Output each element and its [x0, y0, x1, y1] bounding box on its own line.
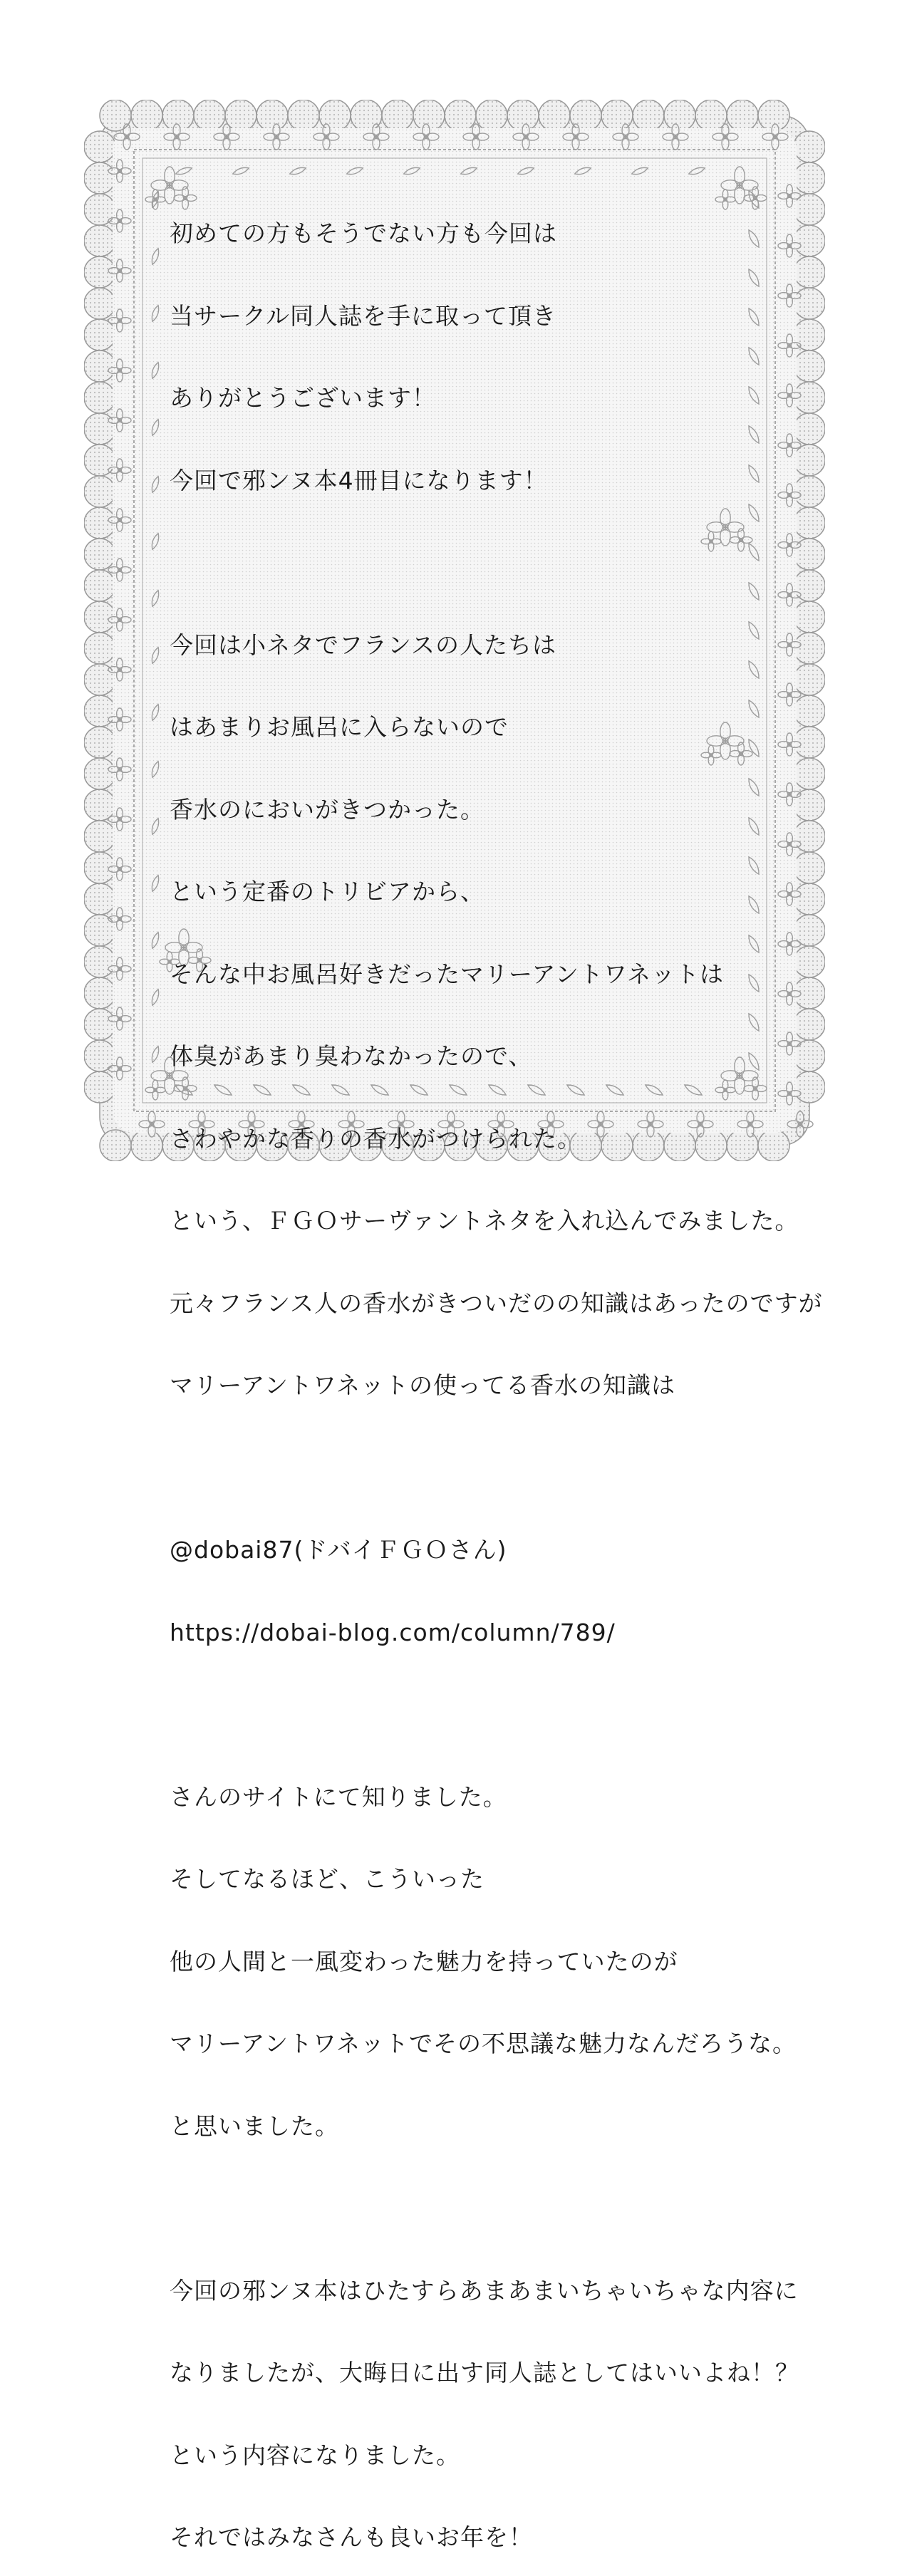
lace-scallop [84, 350, 115, 382]
lace-scallop [84, 915, 115, 946]
text-line: という定番のトリビアから、 [170, 878, 484, 905]
blank-line [170, 2195, 811, 2223]
text-line: 今回で邪ンヌ本4冊目になります！ [170, 466, 548, 494]
lace-scallop [100, 1130, 131, 1161]
lace-scallop [256, 100, 288, 131]
text-line: さわやかな香りの香水がつけられた。 [170, 1124, 581, 1153]
lace-scallop [476, 100, 507, 131]
text-line: それではみなさんも良いお年を！ [170, 2523, 533, 2551]
lace-scallop [84, 476, 115, 507]
lace-scallop [382, 100, 413, 131]
blank-line [170, 549, 811, 577]
blank-line [170, 1701, 811, 1729]
lace-scallop [100, 100, 131, 131]
lace-scallop [539, 100, 570, 131]
text-line: 体臭があまり臭わなかったので、 [170, 1042, 533, 1070]
lace-scallop [84, 539, 115, 570]
lace-scallop [664, 100, 695, 131]
text-line: ありがとうございます！ [170, 384, 436, 412]
lace-scallop [351, 100, 382, 131]
lace-scallop [445, 100, 476, 131]
lace-scallop [84, 852, 115, 883]
text-line: 初めての方もそうでない方も今回は [170, 219, 557, 247]
lace-scallop [84, 633, 115, 664]
lace-scallop [84, 570, 115, 601]
lace-scallop [84, 319, 115, 350]
text-line: 今回は小ネタでフランスの人たちは [170, 630, 557, 659]
reference-url: https://dobai-blog.com/column/789/ [170, 1618, 616, 1646]
lace-scallop [84, 789, 115, 821]
lace-scallop [84, 1071, 115, 1103]
lace-scallop [84, 727, 115, 758]
lace-scallop [84, 664, 115, 695]
lace-scallop [84, 382, 115, 413]
lace-scallop [633, 100, 664, 131]
twitter-handle: @dobai87(ドバイＦＧＯさん) [170, 1536, 507, 1564]
lace-scallop [84, 194, 115, 225]
lace-scallop [84, 821, 115, 852]
text-line: マリーアントワネットでその不思議な魅力なんだろうな。 [170, 2030, 797, 2057]
lace-scallop [570, 100, 601, 131]
lace-scallop [84, 883, 115, 915]
text-line: 他の人間と一風変わった魅力を持っていたのが [170, 1947, 678, 1975]
lace-scallop [131, 100, 162, 131]
text-line: という、ＦＧＯサーヴァントネタを入れ込んでみました。 [170, 1207, 799, 1235]
lace-scallop [84, 758, 115, 789]
lace-scallop [131, 1130, 162, 1161]
blank-line [170, 1455, 811, 1482]
lace-scallop [84, 288, 115, 319]
text-line: はあまりお風呂に入らないので [170, 713, 509, 741]
lace-scallop [84, 225, 115, 256]
lace-scallop [84, 946, 115, 977]
lace-scallop [288, 100, 319, 131]
lace-scallop [84, 445, 115, 476]
text-line: そんな中お風呂好きだったマリーアントワネットは [170, 960, 725, 988]
text-line: 元々フランス人の香水がきついだのの知識はあったのですが [170, 1289, 823, 1317]
text-line: 香水のにおいがきつかった。 [170, 795, 484, 824]
lace-scallop [727, 100, 758, 131]
text-line: 当サークル同人誌を手に取って頂き [170, 301, 557, 330]
lace-scallop [84, 256, 115, 288]
text-line: という内容になりました。 [170, 2441, 460, 2469]
lace-scallop [84, 977, 115, 1009]
text-line: さんのサイトにて知りました。 [170, 1782, 507, 1811]
lace-scallop [84, 131, 115, 162]
lace-scallop [84, 1040, 115, 1071]
text-line: マリーアントワネットの使ってる香水の知識は [170, 1371, 676, 1399]
lace-scallop [162, 100, 194, 131]
lace-scallop [758, 100, 789, 131]
text-line: なりましたが、大晦日に出す同人誌としてはいいよね！？ [170, 2359, 799, 2387]
lace-scallop [794, 131, 825, 162]
text-line: 今回の邪ンヌ本はひたすらあまあまいちゃいちゃな内容に [170, 2276, 799, 2305]
lace-scallop [84, 162, 115, 194]
afterword-text [170, 165, 823, 2576]
text-line: そしてなるほど、こういった [170, 1865, 484, 1893]
text-line: と思いました。 [170, 2112, 339, 2140]
lace-scallop [194, 100, 225, 131]
lace-scallop [84, 1009, 115, 1040]
